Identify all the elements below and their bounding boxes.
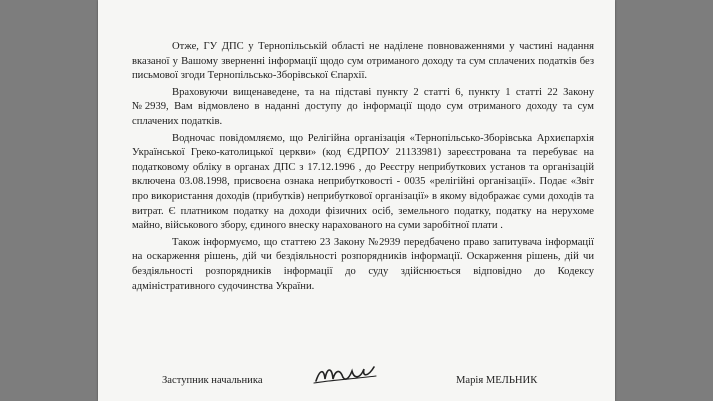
document-page [98, 0, 615, 401]
paragraph-organization-info: Водночас повідомляємо, що Релігійна організація «Тернопільсько-Зборівська Архиєпархія Української Греко-католицької церкви» (код ЄДРПОУ 21133981) зареєстрована та перебуває на податковому обліку в органах ДПС з 17.12.1996 , до Реєстру неприбуткових установ та організацій включена 03.08.1998, присвоєна ознака неприбутковості - 0035 «релігійні організації». Подає «Звіт про використання доходів (прибутків) неприбуткової організації» в якому відображає суми доходів та витрат. Є платником податку на доходи фізичних осіб, земельного податку, податку на нерухоме майно, військового збору, єдиного внеску нарахованого на суми заробітної плати . [132, 132, 594, 232]
paragraph-appeal-rights: Також інформуємо, що статтею 23 Закону №2939 передбачено право запитувача інформації на оскарження рішень, дій чи бездіяльності розпорядників інформації. Оскарження рішень, дій чи бездіяльності розпорядників інформації до суду здійснюється відповідно до Кодексу адміністративного судочинства України. [132, 236, 594, 292]
signatory-title: Заступник начальника [162, 375, 263, 386]
letter-body [132, 40, 594, 296]
paragraph-authority: Отже, ГУ ДПС у Тернопільській області не наділене повноваженнями у частині надання вказаної у Вашому зверненні інформації щодо сум отриманого доходу та сум сплачених податків без письмової згоди Тернопільсько-Зборівської Єпархії. [132, 41, 594, 82]
paragraph-refusal: Враховуючи вищенаведене, та на підставі пункту 2 статті 6, пункту 1 статті 22 Закону №2939, Вам відмовлено в наданні доступу до інформації щодо сум отриманого доходу та сум сплачених податків. [132, 86, 594, 127]
handwritten-signature [312, 361, 382, 387]
signatory-name: Марія МЕЛЬНИК [456, 375, 538, 386]
